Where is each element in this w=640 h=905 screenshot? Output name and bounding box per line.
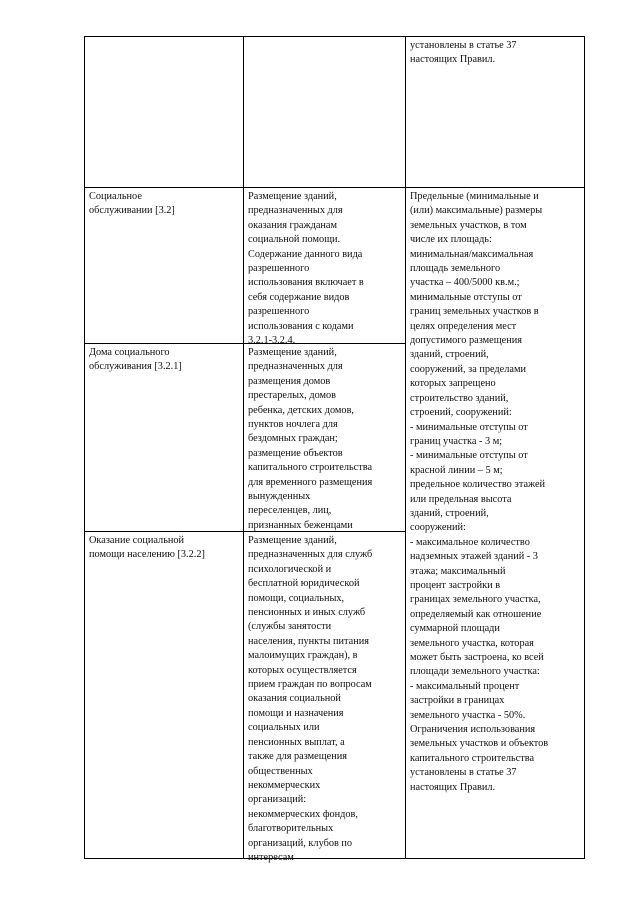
text-line: процент застройки в — [410, 579, 501, 591]
text-line: престарелых, домов — [248, 390, 337, 402]
text-line: малоимущих граждан), в — [248, 650, 358, 662]
text-line: помощи и назначения — [248, 707, 344, 719]
text-line: Размещение зданий, — [248, 191, 337, 202]
text-line: зданий, строений, — [410, 349, 489, 361]
text-line: вынужденных — [248, 491, 311, 503]
text-line: переселенцев, лиц, — [248, 505, 332, 517]
text-line: бесплатной юридической — [248, 578, 360, 590]
text-line: предельное количество этажей — [410, 479, 546, 491]
text-line: застройки в границах — [410, 695, 505, 707]
text-line: числе их площадь: — [410, 234, 492, 246]
text-line: социальных или — [248, 722, 320, 734]
text-line: разрешенного — [248, 263, 310, 275]
text-line: - минимальные отступы от — [410, 421, 528, 433]
text-line: площадь земельного — [410, 263, 501, 275]
text-line: себя содержание видов — [248, 291, 350, 303]
text-line: признанных беженцами — [248, 519, 353, 531]
text-line: оказания социальной — [248, 693, 341, 705]
text-line: бездомных граждан; — [248, 433, 338, 445]
text-line: размещение объектов — [248, 447, 343, 459]
text-line: границ земельных участков в — [410, 306, 539, 318]
text-line: размещения домов — [248, 375, 331, 387]
text-line: пенсионных и иных служб — [248, 607, 366, 619]
text-line: прием граждан по вопросам — [248, 679, 372, 691]
text-line: - максимальное количество — [410, 536, 530, 548]
text-line: капитального строительства — [410, 752, 535, 764]
text-line: Содержание данного вида — [248, 248, 363, 260]
text-line: ребенка, детских домов, — [248, 404, 355, 416]
text-line: разрешенного — [248, 306, 310, 318]
use-description-social-service — [243, 187, 406, 347]
text-line: сооружений, за пределами — [410, 363, 526, 375]
text-line: допустимого размещения — [410, 335, 522, 347]
text-line: помощи населению [3.2.2] — [89, 549, 205, 561]
text-line: 3.2.1-3.2.4. — [248, 335, 296, 347]
text-line: строительство зданий, — [410, 392, 509, 404]
text-line: населения, пункты питания — [248, 635, 369, 647]
use-name-social-homes — [84, 343, 244, 532]
text-line: интересам — [248, 851, 294, 863]
text-line: оказания гражданам — [248, 219, 337, 231]
text-line: минимальные отступы от — [410, 291, 522, 303]
text-line: настоящих Правил. — [410, 54, 496, 66]
text-line: предназначенных для служб — [248, 549, 373, 561]
text-line: участка – 400/5000 кв.м.; — [410, 277, 520, 289]
text-line: общественных — [248, 765, 313, 777]
text-line: благотворительных — [248, 823, 334, 835]
text-line: использования с кодами — [248, 320, 354, 332]
text-line: также для размещения — [248, 751, 347, 763]
text-line: Размещение зданий, — [248, 347, 337, 358]
text-line: настоящих Правил. — [410, 781, 496, 793]
text-line: Ограничения использования — [410, 724, 536, 736]
text-line: которых запрещено — [410, 378, 496, 390]
text-line: некоммерческих фондов, — [248, 808, 358, 820]
text-line: или предельная высота — [410, 493, 512, 505]
top-row-col2 — [243, 36, 406, 188]
text-line: целях определения мест — [410, 320, 517, 332]
text-line: Предельные (минимальные и — [410, 191, 539, 202]
parameters-cell — [405, 187, 585, 859]
use-name-social-assistance — [84, 531, 244, 859]
text-line: психологической и — [248, 563, 332, 575]
top-row-col3 — [405, 36, 585, 188]
text-line: некоммерческих — [248, 779, 321, 791]
text-line: этажа; максимальный — [410, 565, 506, 577]
text-line: социальной помощи. — [248, 234, 341, 246]
text-line: пенсионных выплат, а — [248, 736, 345, 748]
text-line: границах земельного участка, — [410, 594, 541, 606]
text-line: организаций, клубов по — [248, 837, 353, 849]
text-line: использования включает в — [248, 277, 364, 289]
text-line: Размещение зданий, — [248, 535, 337, 546]
use-description-social-assistance — [243, 531, 406, 863]
text-line: границ участка - 3 м; — [410, 435, 503, 447]
text-line: установлены в статье 37 — [410, 40, 517, 51]
text-line: зданий, строений, — [410, 507, 489, 519]
text-line: пунктов ночлега для — [248, 419, 338, 431]
text-line: которых осуществляется — [248, 664, 357, 676]
text-line: минимальная/максимальная — [410, 248, 534, 260]
text-line: красной линии – 5 м; — [410, 464, 503, 476]
text-line: (или) максимальные) размеры — [410, 205, 543, 217]
text-line: организаций: — [248, 794, 307, 806]
text-line: капитального строительства — [248, 462, 373, 474]
use-name-social-service — [84, 187, 244, 344]
text-line: земельного участка, которая — [410, 637, 534, 649]
text-line: - максимальный процент — [410, 680, 520, 692]
text-line: земельного участка - 50%. — [410, 709, 526, 721]
text-line: Дома социального — [89, 347, 170, 358]
text-line: надземных этажей зданий - 3 — [410, 551, 538, 563]
text-line: земельных участков, в том — [410, 219, 527, 231]
text-line: (службы занятости — [248, 621, 332, 633]
text-line: - минимальные отступы от — [410, 450, 528, 462]
text-line: сооружений: — [410, 522, 466, 534]
text-line: обслуживания [3.2.1] — [89, 361, 182, 373]
text-line: может быть застроена, ко всей — [410, 652, 544, 663]
text-line: предназначенных для — [248, 205, 343, 217]
text-line: суммарной площади — [410, 623, 500, 635]
text-line: строений, сооружений: — [410, 407, 512, 419]
text-line: для временного размещения — [248, 476, 373, 488]
text-line: установлены в статье 37 — [410, 767, 517, 779]
text-line: предназначенных для — [248, 361, 343, 373]
text-line: площади земельного участка: — [410, 666, 540, 678]
text-line: помощи, социальных, — [248, 592, 345, 604]
text-line: обслуживании [3.2] — [89, 205, 175, 217]
text-line: определяемый как отношение — [410, 608, 542, 620]
text-line: земельных участков и объектов — [410, 738, 549, 750]
top-row-col1 — [84, 36, 244, 188]
text-line: Оказание социальной — [89, 535, 185, 546]
use-description-social-homes — [243, 343, 406, 532]
text-line: Социальное — [89, 191, 142, 202]
